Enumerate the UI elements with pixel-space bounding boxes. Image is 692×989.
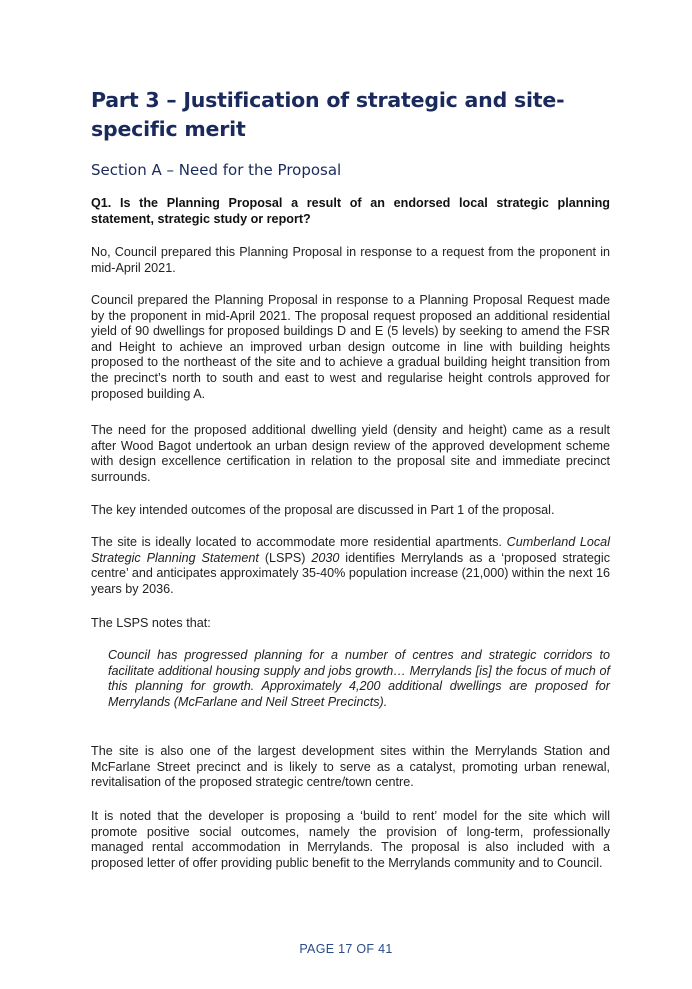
lsps-quote: Council has progressed planning for a number of centres and strategic corridors to facilitate additional housing supply and jobs growth… Merrylands [is] the focus of much of this planning for growth. Approximately 4,200 additional dwellings are proposed for Merrylands (McFarlane and Neil Street Precincts). — [108, 648, 610, 709]
part-title: Part 3 – Justification of strategic and site-specific merit — [91, 88, 565, 141]
paragraph-6: The LSPS notes that: — [91, 616, 211, 630]
paragraph-5-text-a: The site is ideally located to accommodate more residential apartments. — [91, 535, 507, 549]
paragraph-4: The key intended outcomes of the proposal are discussed in Part 1 of the proposal. — [91, 503, 555, 517]
paragraph-3: The need for the proposed additional dwelling yield (density and height) came as a result after Wood Bagot undertook an urban design review of the approved development scheme with design excellence certification in relation to the proposal site and immediate precinct surrounds. — [91, 423, 610, 484]
paragraph-8: It is noted that the developer is proposing a ‘build to rent’ model for the site which will promote positive social outcomes, namely the provision of long-term, professionally managed rental accommodation in Merrylands. The proposal is also included with a proposed letter of offer providing public benefit to the Merrylands community and to Council. — [91, 809, 610, 870]
paragraph-1: No, Council prepared this Planning Proposal in response to a request from the proponent in mid-April 2021. — [91, 245, 610, 275]
paragraph-7: The site is also one of the largest development sites within the Merrylands Station and McFarlane Street precinct and is likely to serve as a catalyst, promoting urban renewal, revitalisation of the proposed strategic centre/town centre. — [91, 744, 610, 790]
lsps-title: Cumberland Local Strategic Planning Statement — [91, 535, 610, 565]
paragraph-2: Council prepared the Planning Proposal in response to a Planning Proposal Request made by the proponent in mid-April 2021. The proposal request proposed an additional residential yield of 90 dwellings for proposed buildings D and E (5 levels) by seeking to amend the FSR and Height to achieve an improved urban design outcome in line with building heights proposed to the northeast of the site and to achieve a gradual building height transition from the precinct’s north to south and east to west and regularise height controls approved for proposed building A. — [91, 293, 610, 401]
page-number: PAGE 17 OF 41 — [299, 942, 393, 956]
lsps-year: 2030 — [311, 550, 340, 565]
paragraph-5 — [91, 535, 610, 597]
paragraph-5-text-b: (LSPS) — [258, 550, 312, 565]
question-q1: Q1. Is the Planning Proposal a result of an endorsed local strategic planning statement, strategic study or report? — [91, 196, 610, 226]
paragraph-5-text-c: identifies Merrylands as a ‘proposed strategic centre’ and anticipates approximately 35-40% population increase (21,000) within the next 16 years by 2036. — [91, 550, 611, 596]
section-title: Section A – Need for the Proposal — [91, 161, 342, 179]
